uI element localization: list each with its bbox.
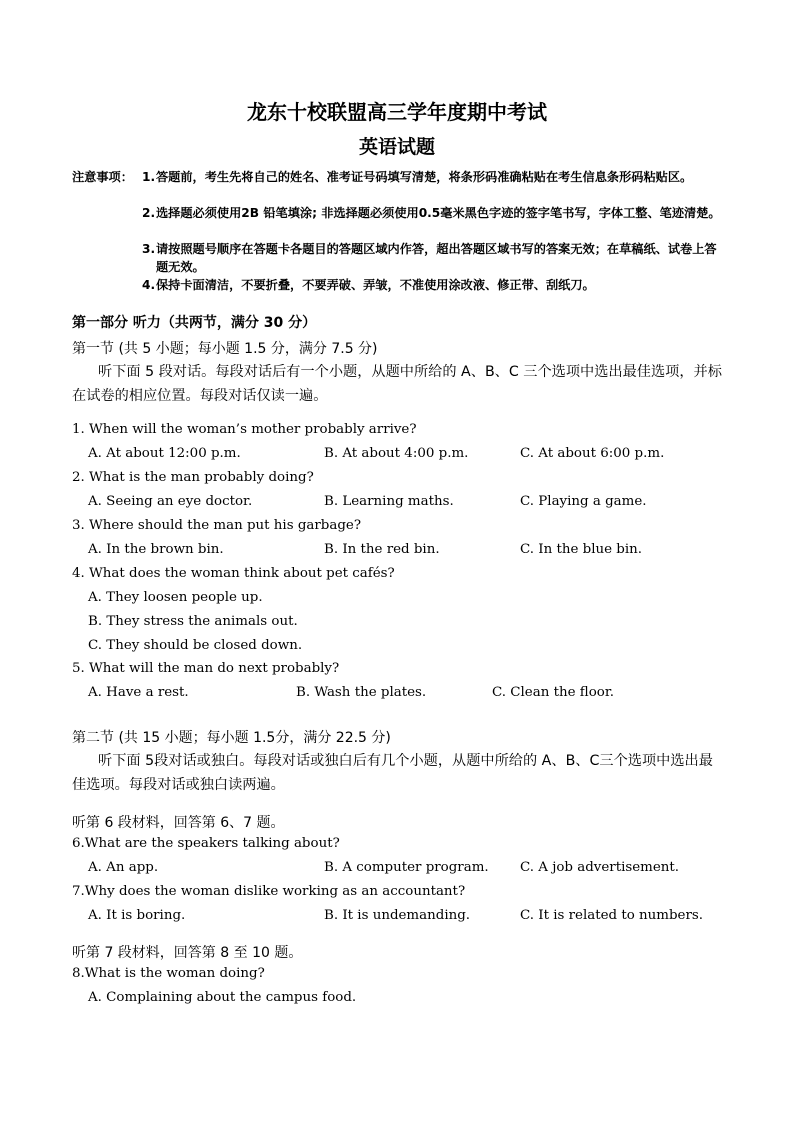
question-3-option-b: B. In the red bin. — [324, 542, 440, 557]
notice-item-text: 答题前，考生先将自己的姓名、准考证号码填写清楚，将条形码准确粘贴在考生信息条形码粘贴区。 — [156, 170, 693, 184]
notice-item-text: 请按照题号顺序在答题卡各题目的答题区域内作答，超出答题区域书写的答案无效；在草稿纸、试卷上答题无效。 — [156, 242, 717, 274]
question-5: 5. What will the man do next probably? — [72, 661, 340, 676]
question-1-option-c: C. At about 6:00 p.m. — [520, 446, 665, 461]
question-2: 2. What is the man probably doing? — [72, 470, 314, 485]
question-5-option-c: C. Clean the floor. — [492, 685, 615, 700]
question-4-option-a: A. They loosen people up. — [88, 590, 263, 605]
notice-item-4 — [142, 276, 727, 294]
question-7: 7.Why does the woman dislike working as an accountant? — [72, 884, 466, 899]
question-4-option-b: B. They stress the animals out. — [88, 614, 298, 629]
notice-item-2 — [142, 204, 727, 222]
question-1-option-b: B. At about 4:00 p.m. — [324, 446, 469, 461]
question-7-option-a: A. It is boring. — [88, 908, 186, 923]
section1-instructions: 听下面 5 段对话。每段对话后有一个小题，从题中所给的 A、B、C 三个选项中选出最佳选项，并标在试卷的相应位置。每段对话仅读一遍。 — [72, 364, 722, 404]
notice-item-number: 2. — [142, 206, 156, 220]
question-2-option-b: B. Learning maths. — [324, 494, 454, 509]
question-6-option-c: C. A job advertisement. — [520, 860, 680, 875]
question-6-option-b: B. A computer program. — [324, 860, 489, 875]
notice-item-text: 保持卡面清洁，不要折叠，不要弄破、弄皱，不准使用涂改液、修正带、刮纸刀。 — [156, 278, 595, 292]
material-7-instruction: 听第 7 段材料，回答第 8 至 10 题。 — [72, 945, 303, 961]
notice-item-number: 1. — [142, 170, 156, 184]
question-7-option-c: C. It is related to numbers. — [520, 908, 704, 923]
part1-heading: 第一部分 听力（共两节，满分 30 分） — [72, 315, 317, 331]
question-3: 3. Where should the man put his garbage? — [72, 518, 362, 533]
question-7-option-b: B. It is undemanding. — [324, 908, 471, 923]
question-5-option-b: B. Wash the plates. — [296, 685, 427, 700]
exam-title: 龙东十校联盟高三学年度期中考试 — [247, 100, 547, 124]
question-1-option-a: A. At about 12:00 p.m. — [88, 446, 241, 461]
question-3-option-a: A. In the brown bin. — [88, 542, 224, 557]
question-2-option-a: A. Seeing an eye doctor. — [88, 494, 253, 509]
question-8-option-a: A. Complaining about the campus food. — [88, 990, 357, 1005]
question-4-option-c: C. They should be closed down. — [88, 638, 303, 653]
exam-subtitle: 英语试题 — [358, 136, 435, 158]
notice-item-number: 4. — [142, 278, 156, 292]
notice-item-number: 3. — [142, 242, 156, 256]
section1-heading: 第一节 (共 5 小题；每小题 1.5 分，满分 7.5 分) — [72, 341, 378, 357]
notice-item-3 — [142, 240, 727, 276]
question-6: 6.What are the speakers talking about? — [72, 836, 340, 851]
material-6-instruction: 听第 6 段材料，回答第 6、7 题。 — [72, 815, 285, 831]
question-5-option-a: A. Have a rest. — [88, 685, 189, 700]
notice-item-text: 选择题必须使用2B 铅笔填涂; 非选择题必须使用0.5毫米黑色字迹的签字笔书写，字体工整、笔迹清楚。 — [156, 206, 721, 220]
question-1: 1. When will the woman’s mother probably arrive? — [72, 422, 417, 437]
question-8: 8.What is the woman doing? — [72, 966, 265, 981]
notice-label: 注意事项： — [72, 170, 133, 184]
question-2-option-c: C. Playing a game. — [520, 494, 647, 509]
question-6-option-a: A. An app. — [88, 860, 159, 875]
notice-item-1 — [142, 168, 727, 186]
section2-heading: 第二节 (共 15 小题；每小题 1.5分，满分 22.5 分) — [72, 730, 391, 746]
section2-instructions: 听下面 5段对话或独白。每段对话或独白后有几个小题，从题中所给的 A、B、C三个选项中选出最佳选项。每段对话或独白读两遍。 — [72, 753, 713, 793]
question-4: 4. What does the woman think about pet cafés? — [72, 566, 395, 581]
question-3-option-c: C. In the blue bin. — [520, 542, 643, 557]
